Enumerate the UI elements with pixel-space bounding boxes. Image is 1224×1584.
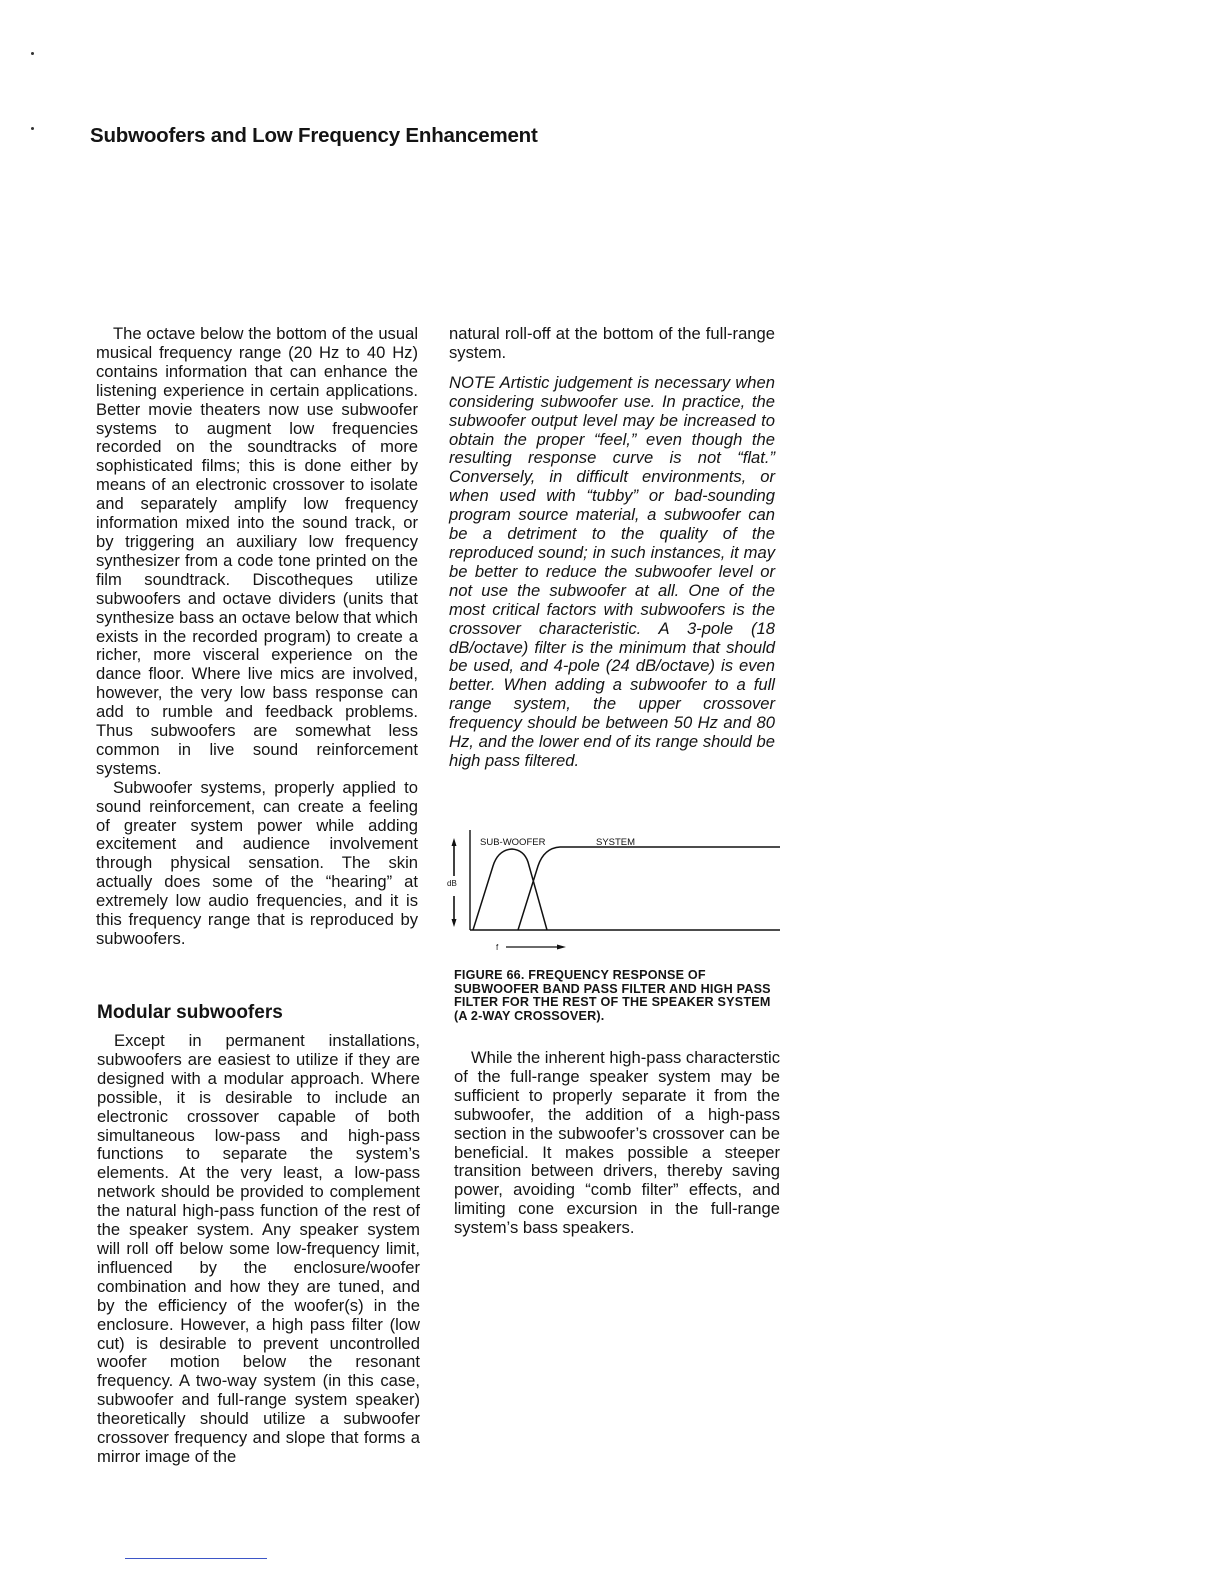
- page-title: Subwoofers and Low Frequency Enhancement: [90, 124, 538, 147]
- left-column: [96, 325, 418, 949]
- margin-dot: [31, 127, 34, 130]
- figure-caption: FIGURE 66. FREQUENCY RESPONSE OF SUBWOOFER BAND PASS FILTER AND HIGH PASS FILTER FOR THE REST OF THE SPEAKER SYSTEM (A 2-WAY CROSSOVER).: [454, 968, 771, 1023]
- note-paragraph: NOTE Artistic judgement is necessary when considering subwoofer use. In practice, the subwoofer output level may be increased to obtain the proper “feel,” even though the resulting response curve is not “flat.” Conversely, in difficult environments, or when used with “tubby” or bad-sounding program source material, a subwoofer can be a detriment to the quality of the reproduced sound; in such instances, it may be better to reduce the subwoofer level or not use the subwoofer at all. One of the most critical factors with subwoofers is the crossover characteristic. A 3-pole (18 dB/octave) filter is the minimum that should be used, and 4-pole (24 dB/octave) is even better. When adding a subwoofer to a full range system, the upper crossover frequency should be between 50 Hz and 80 Hz, and the lower end of its range should be high pass filtered.: [449, 372, 775, 770]
- system-curve-label: SYSTEM: [596, 837, 636, 848]
- x-axis-label: f: [496, 943, 499, 952]
- subwoofer-curve-label: SUB-WOOFER: [480, 837, 546, 848]
- frequency-response-diagram: [440, 828, 785, 958]
- frequency-response-figure: [440, 828, 785, 963]
- right-column: [449, 325, 775, 771]
- left-column-section: [97, 1032, 420, 1467]
- margin-dot: [31, 52, 34, 55]
- footer-rule: [125, 1558, 267, 1559]
- right-column-lower: [454, 1049, 780, 1238]
- section-heading: Modular subwoofers: [97, 1002, 283, 1023]
- body-paragraph: Except in permanent installations, subwoofers are easiest to utilize if they are designed with a modular approach. Where possible, it is desirable to include an electronic crossover capable of both simultaneous low-pass and high-pass functions to separate the system’s elements. At the very least, a low-pass network should be provided to complement the natural high-pass function of the rest of the speaker system. Any speaker system will roll off below some low-frequency limit, influenced by the enclosure/woofer combination and how they are tuned, and by the efficiency of the woofer(s) in the enclosure. However, a high pass filter (low cut) is desirable to prevent uncontrolled woofer motion below the resonant frequency. A two-way system (in this case, subwoofer and full-range system speaker) theoretically should utilize a subwoofer crossover frequency and slope that forms a mirror image of the: [97, 1031, 420, 1466]
- body-paragraph: The octave below the bottom of the usual musical frequency range (20 Hz to 40 Hz) contains information that can enhance the listening experience in certain applications. Better movie theaters now use subwoofer systems to augment low frequencies recorded on the soundtracks of more sophisticated films; this is done either by means of an electronic crossover to isolate and separately amplify low frequency information mixed into the sound track, or by triggering an auxiliary low frequency synthesizer from a code tone printed on the film soundtrack. Discotheques utilize subwoofers and octave dividers (units that synthesize bass an octave below that which exists in the recorded program) to create a richer, more visceral experience on the dance floor. Where live mics are involved, however, the very low bass response can add to rumble and feedback problems. Thus subwoofers are somewhat less common in live sound reinforcement systems.: [96, 324, 418, 778]
- arrow-right-icon: [557, 945, 566, 950]
- subwoofer-bandpass-curve: [473, 849, 547, 930]
- arrow-up-icon: [452, 838, 457, 846]
- body-paragraph: Subwoofer systems, properly applied to sound reinforcement, can create a feeling of greater system power while adding excitement and audience involvement through physical sensation. The skin actually does some of the “hearing” at extremely low audio frequencies, and it is this frequency range that is reproduced by subwoofers.: [96, 777, 418, 948]
- y-axis-label: dB: [447, 879, 457, 888]
- body-paragraph: natural roll-off at the bottom of the full-range system.: [449, 324, 775, 362]
- system-highpass-curve: [518, 847, 780, 930]
- arrow-down-icon: [452, 919, 457, 927]
- body-paragraph: While the inherent high-pass characterstic of the full-range speaker system may be sufficient to properly separate it from the subwoofer, the addition of a high-pass section in the subwoofer’s crossover can be beneficial. It makes possible a steeper transition between drivers, thereby saving power, avoiding “comb filter” effects, and limiting cone excursion in the full-range system’s bass speakers.: [454, 1048, 780, 1238]
